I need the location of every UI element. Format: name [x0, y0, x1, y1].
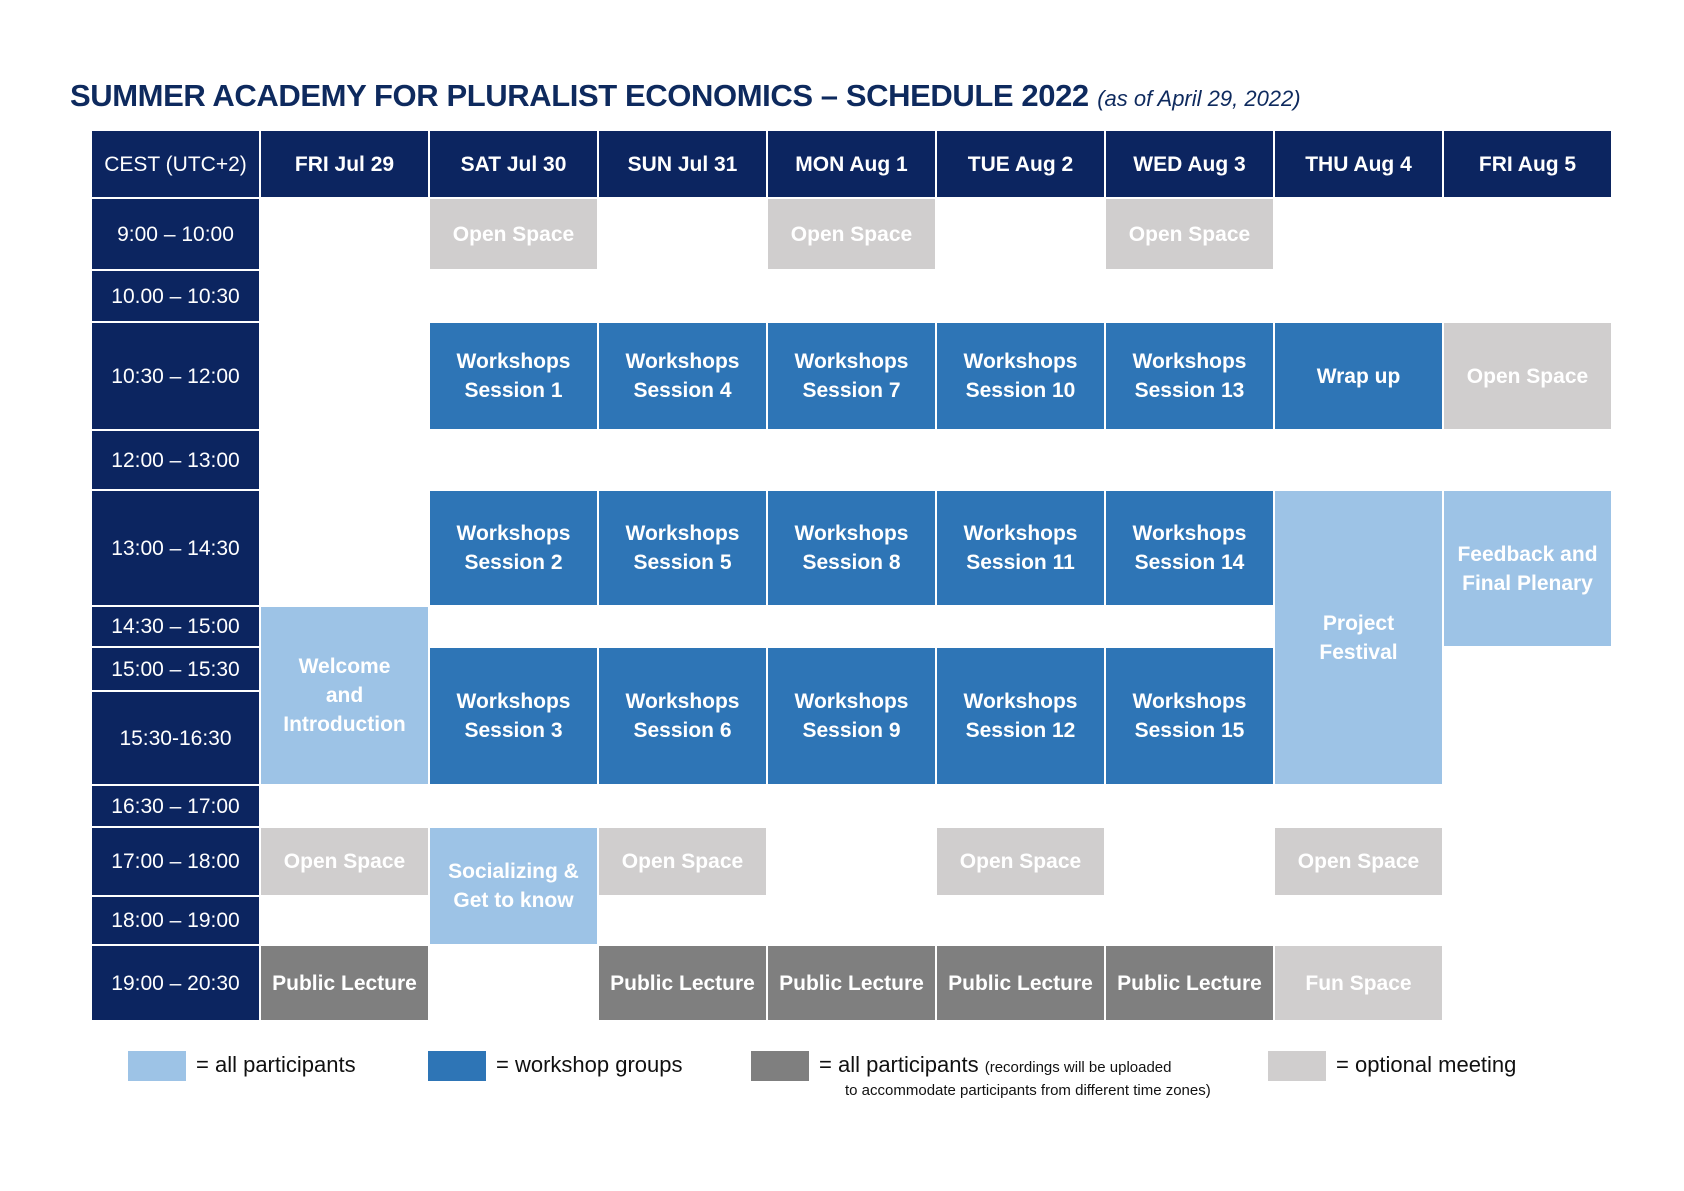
event-workshop: Workshops Session 15: [1106, 648, 1273, 784]
event-lecture: Public Lecture: [1106, 946, 1273, 1020]
event-workshop: Workshops Session 8: [768, 491, 935, 605]
event-workshop: Workshops Session 9: [768, 648, 935, 784]
event-workshop: Workshops Session 5: [599, 491, 766, 605]
event-workshop: Wrap up: [1275, 323, 1442, 429]
event-all: Welcome and Introduction: [261, 607, 428, 784]
legend-lecture-note: (recordings will be uploaded: [984, 1059, 1172, 1076]
event-all: Feedback and Final Plenary: [1444, 491, 1611, 646]
day-header: WED Aug 3: [1106, 131, 1273, 197]
day-header: THU Aug 4: [1275, 131, 1442, 197]
title-as-of: (as of April 29, 2022): [1097, 86, 1301, 111]
time-slot: 15:00 – 15:30: [92, 648, 259, 690]
day-header: SAT Jul 30: [430, 131, 597, 197]
time-slot: 17:00 – 18:00: [92, 828, 259, 895]
time-slot: 10:30 – 12:00: [92, 323, 259, 429]
time-slot: 14:30 – 15:00: [92, 607, 259, 646]
event-workshop: Workshops Session 3: [430, 648, 597, 784]
day-header: MON Aug 1: [768, 131, 935, 197]
time-slot: 18:00 – 19:00: [92, 897, 259, 944]
event-workshop: Workshops Session 6: [599, 648, 766, 784]
event-workshop: Workshops Session 2: [430, 491, 597, 605]
event-lecture: Public Lecture: [768, 946, 935, 1020]
time-slot: 16:30 – 17:00: [92, 786, 259, 826]
day-header: SUN Jul 31: [599, 131, 766, 197]
legend-lecture-note-cont: to accommodate participants from different time zones): [845, 1082, 1211, 1099]
event-workshop: Workshops Session 13: [1106, 323, 1273, 429]
event-workshop: Workshops Session 11: [937, 491, 1104, 605]
legend-label-all: = all participants: [196, 1052, 356, 1077]
event-workshop: Workshops Session 10: [937, 323, 1104, 429]
legend-label-optional: = optional meeting: [1336, 1052, 1517, 1077]
event-optional: Open Space: [937, 828, 1104, 895]
event-workshop: Workshops Session 1: [430, 323, 597, 429]
event-workshop: Workshops Session 7: [768, 323, 935, 429]
event-lecture: Public Lecture: [599, 946, 766, 1020]
legend-swatch-optional: [1268, 1051, 1326, 1081]
event-optional: Open Space: [261, 828, 428, 895]
event-optional: Fun Space: [1275, 946, 1442, 1020]
day-header: FRI Jul 29: [261, 131, 428, 197]
event-optional: Open Space: [1275, 828, 1442, 895]
event-all: Socializing & Get to know: [430, 828, 597, 944]
title-main: SUMMER ACADEMY FOR PLURALIST ECONOMICS – SCHEDULE 2022: [70, 78, 1089, 113]
event-optional: Open Space: [430, 199, 597, 269]
event-optional: Open Space: [1444, 323, 1611, 429]
legend-label-workshop: = workshop groups: [496, 1052, 683, 1077]
legend-swatch-all: [128, 1051, 186, 1081]
time-slot: 15:30-16:30: [92, 692, 259, 784]
time-slot: 10.00 – 10:30: [92, 271, 259, 321]
timezone-header: CEST (UTC+2): [92, 131, 259, 197]
event-all: Project Festival: [1275, 491, 1442, 784]
event-workshop: Workshops Session 14: [1106, 491, 1273, 605]
day-header: TUE Aug 2: [937, 131, 1104, 197]
event-workshop: Workshops Session 4: [599, 323, 766, 429]
day-header: FRI Aug 5: [1444, 131, 1611, 197]
time-slot: 9:00 – 10:00: [92, 199, 259, 269]
event-optional: Open Space: [768, 199, 935, 269]
legend-swatch-workshop: [428, 1051, 486, 1081]
legend-lecture-main: = all participants: [819, 1052, 979, 1077]
legend-swatch-lecture: [751, 1051, 809, 1081]
event-lecture: Public Lecture: [937, 946, 1104, 1020]
time-slot: 19:00 – 20:30: [92, 946, 259, 1020]
event-optional: Open Space: [1106, 199, 1273, 269]
time-slot: 12:00 – 13:00: [92, 431, 259, 489]
event-lecture: Public Lecture: [261, 946, 428, 1020]
legend-label-lecture: [819, 1052, 1172, 1078]
time-slot: 13:00 – 14:30: [92, 491, 259, 605]
event-workshop: Workshops Session 12: [937, 648, 1104, 784]
event-optional: Open Space: [599, 828, 766, 895]
